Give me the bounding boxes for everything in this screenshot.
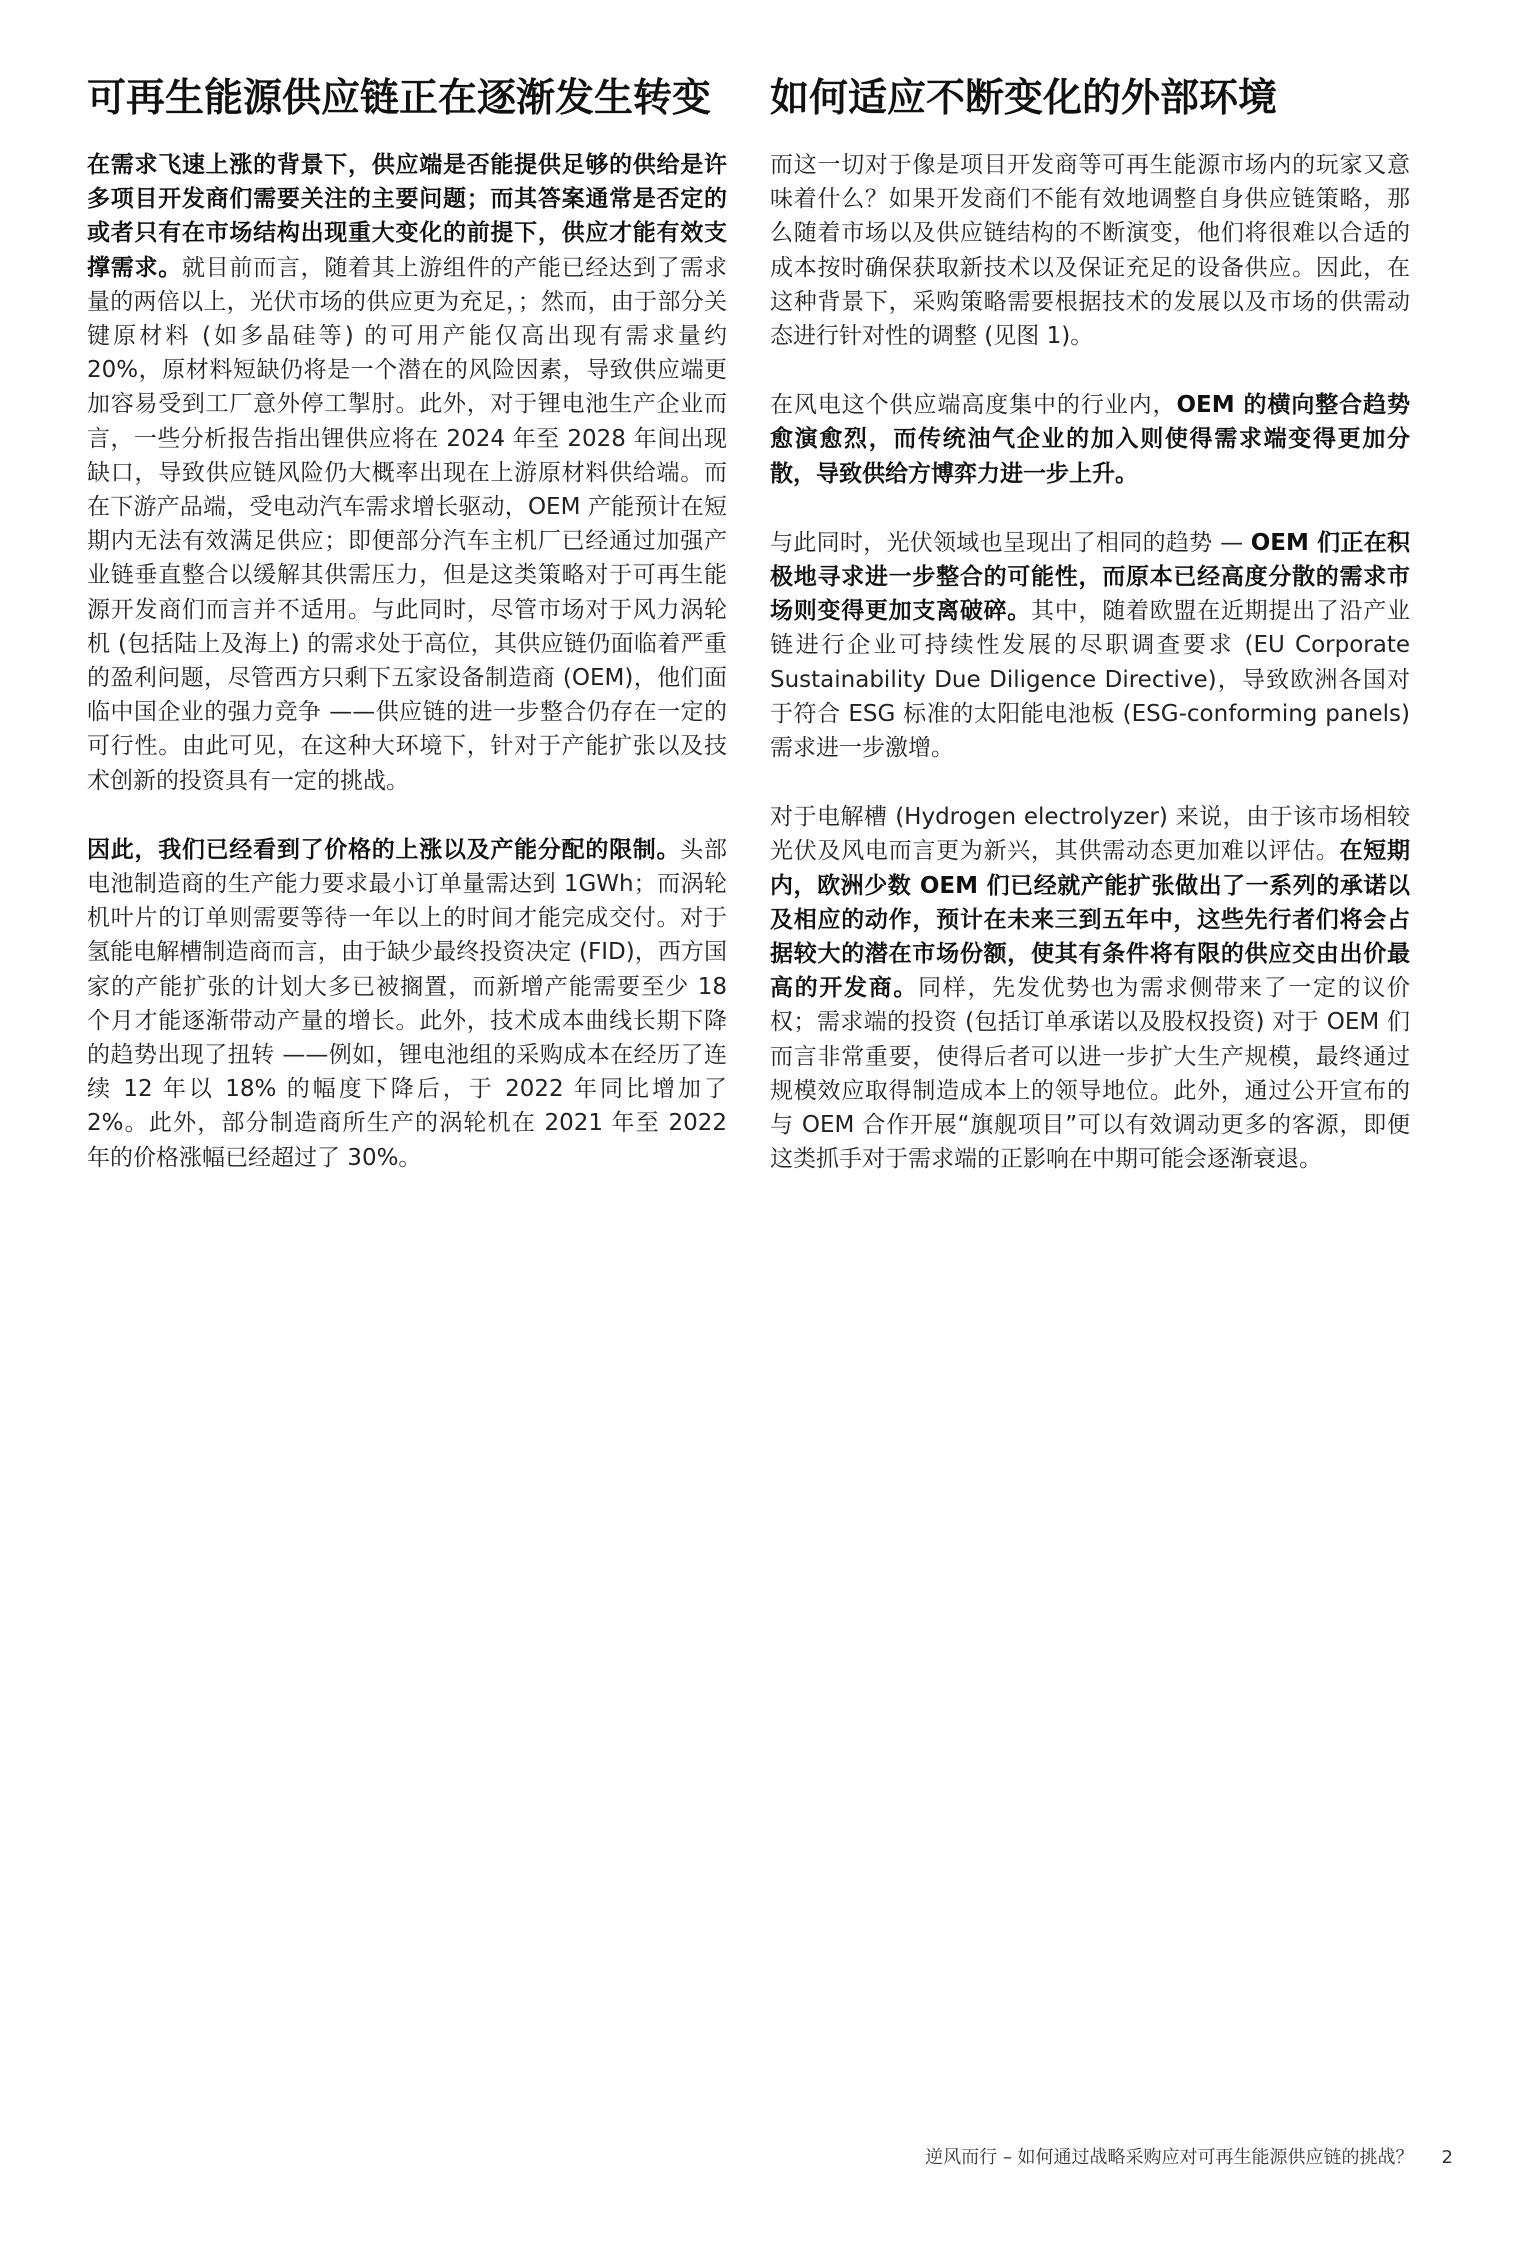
- body-text: 就目前而言，随着其上游组件的产能已经达到了需求量的两倍以上，光伏市场的供应更为充足，；然而，由于部分关键原材料 (如多晶硅等) 的可用产能仅高出现有需求量约 20%，原材料短缺仍将是一个潜在的风险因素，导致供应端更加容易受到工厂意外停工掣肘。此外，对于锂电池生产企业而言，一些分析报告指出锂供应将在 2024 年至 2028 年间出现缺口，导致供应链风险仍大概率出现在上游原材料供给端。而在下游产品端，受电动汽车需求增长驱动，OEM 产能预计在短期内无法有效满足供应；即便部分汽车主机厂已经通过加强产业链垂直整合以缓解其供需压力，但是这类策略对于可再生能源开发商们而言并不适用。与此同时，尽管市场对于风力涡轮机 (包括陆上及海上) 的需求处于高位，其供应链仍面临着严重的盈利问题，尽管西方只剩下五家设备制造商 (OEM)，他们面临中国企业的强力竞争 ——供应链的进一步整合仍存在一定的可行性。由此可见，在这种大环境下，针对于产能扩张以及技术创新的投资具有一定的挑战。: [87, 254, 728, 794]
- body-text: 其中，随着欧盟在近期提出了沿产业链进行企业可持续性发展的尽职调查要求 (EU Corporate Sustainability Due Diligence Directive)，导致欧洲各国对于符合 ESG 标准的太阳能电池板 (ESG-conforming panels) 需求进一步激增。: [770, 598, 1411, 762]
- page-number: 2: [1441, 2147, 1453, 2168]
- bold-emphasis: OEM 的横向整合趋势愈演愈烈，而传统油气企业的加入则使得需求端变得更加分散，导致供给方博弈力进一步上升。: [770, 392, 1410, 487]
- paragraph-electrolyzer: [770, 800, 1410, 1176]
- right-column: [770, 72, 1410, 1211]
- page-footer: [925, 2145, 1453, 2171]
- paragraph-price-capacity: [87, 833, 727, 1175]
- paragraph-wind-power: [770, 388, 1410, 491]
- paragraph-solar-pv: [770, 526, 1410, 765]
- bold-emphasis: OEM 们正在积极地寻求进一步整合的可能性，而原本已经高度分散的需求市场则变得更加支离破碎。: [770, 529, 1410, 625]
- bold-emphasis: 在短期内，欧洲少数 OEM 们已经就产能扩张做出了一系列的承诺以及相应的动作，预计在未来三到五年中，这些先行者们将会占据较大的潜在市场份额，使其有条件将有限的供应交由出价最高的开发商。: [770, 838, 1411, 1002]
- left-column: [87, 72, 727, 1210]
- section-heading-supply-chain-shift: 可再生能源供应链正在逐渐发生转变: [87, 76, 712, 121]
- paragraph-supply-demand: [87, 148, 727, 798]
- body-text: 对于电解槽 (Hydrogen electrolyzer) 来说，由于该市场相较光伏及风电而言更为新兴，其供需动态更加难以评估。: [770, 804, 1410, 865]
- paragraph-developer-implications: [770, 148, 1410, 353]
- body-text: 在风电这个供应端高度集中的行业内，: [770, 392, 1177, 419]
- body-text: 同样，先发优势也为需求侧带来了一定的议价权；需求端的投资 (包括订单承诺以及股权投资) 对于 OEM 们而言非常重要，使得后者可以进一步扩大生产规模，最终通过规模效应取得制造成本上的领导地位。此外，通过公开宣布的与 OEM 合作开展“旗舰项目”可以有效调动更多的客源，即便这类抓手对于需求端的正影响在中期可能会逐渐衰退。: [770, 975, 1411, 1173]
- bold-lead: 因此，我们已经看到了价格的上涨以及产能分配的限制。: [87, 836, 681, 863]
- section-heading-adapt-environment: 如何适应不断变化的外部环境: [770, 76, 1278, 121]
- body-text: 而这一切对于像是项目开发商等可再生能源市场内的玩家又意味着什么？如果开发商们不能有效地调整自身供应链策略，那么随着市场以及供应链结构的不断演变，他们将很难以合适的成本按时确保获取新技术以及保证充足的设备供应。因此，在这种背景下，采购策略需要根据技术的发展以及市场的供需动态进行针对性的调整 (见图 1)。: [770, 152, 1410, 350]
- footer-title: 逆风而行 – 如何通过战略采购应对可再生能源供应链的挑战？: [925, 2147, 1414, 2168]
- body-text: 头部电池制造商的生产能力要求最小订单量需达到 1GWh；而涡轮机叶片的订单则需要等待一年以上的时间才能完成交付。对于氢能电解槽制造商而言，由于缺少最终投资决定 (FID)，西方国家的产能扩张的计划大多已被搁置，而新增产能需要至少 18 个月才能逐渐带动产量的增长。此外，技术成本曲线长期下降的趋势出现了扭转 ——例如，锂电池组的采购成本在经历了连续 12 年以 18% 的幅度下降后，于 2022 年同比增加了 2%。此外，部分制造商所生产的涡轮机在 2021 年至 2022 年的价格涨幅已经超过了 30%。: [87, 836, 728, 1171]
- bold-lead: 在需求飞速上涨的背景下，供应端是否能提供足够的供给是许多项目开发商们需要关注的主要问题；而其答案通常是否定的或者只有在市场结构出现重大变化的前提下，供应才能有效支撑需求。: [87, 152, 727, 281]
- body-text: 与此同时，光伏领域也呈现出了相同的趋势 —: [770, 529, 1251, 556]
